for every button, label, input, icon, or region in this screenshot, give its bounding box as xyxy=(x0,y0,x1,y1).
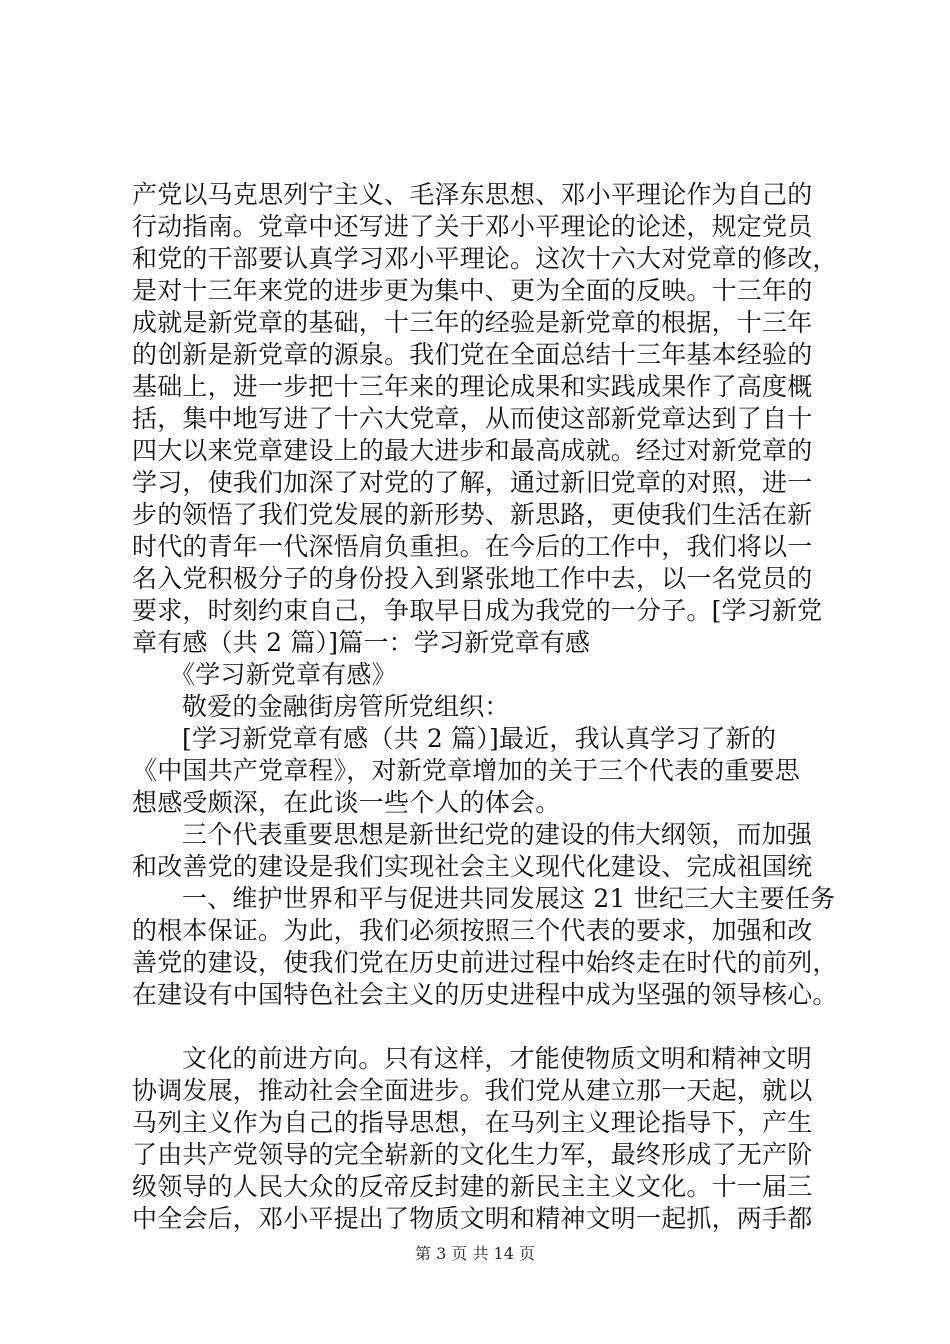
text-line: 了由共产党领导的完全崭新的文化生力军，最终形成了无产阶 xyxy=(132,1140,813,1169)
text-line: 学习，使我们加深了对党的了解，通过新旧党章的对照，进一 xyxy=(132,468,813,497)
text-line: 善党的建设，使我们党在历史前进过程中始终走在时代的前列， xyxy=(132,948,838,977)
text-line: 章有感（共 2 篇）]篇一：学习新党章有感 xyxy=(132,628,591,657)
article-title: 《学习新党章有感》 xyxy=(170,660,397,689)
text-line: 要求，时刻约束自己，争取早日成为我党的一分子。[学习新党 xyxy=(132,596,823,625)
text-line: 名入党积极分子的身份投入到紧张地工作中去，以一名党员的 xyxy=(132,564,813,593)
text-line: 三个代表重要思想是新世纪党的建设的伟大纲领，而加强 xyxy=(182,820,813,849)
salutation: 敬爱的金融街房管所党组织： xyxy=(182,692,510,721)
page-footer: 第 3 页 共 14 页 xyxy=(415,1244,535,1263)
text-line: 协调发展，推动社会全面进步。我们党从建立那一天起，就以 xyxy=(132,1076,813,1105)
text-line: 中全会后，邓小平提出了物质文明和精神文明一起抓，两手都 xyxy=(132,1204,813,1233)
text-line: 《中国共产党章程》，对新党章增加的关于三个代表的重要思 xyxy=(132,756,800,785)
text-line: 时代的青年一代深悟肩负重担。在今后的工作中，我们将以一 xyxy=(132,532,813,561)
text-line: 是对十三年来党的进步更为集中、更为全面的反映。十三年的 xyxy=(132,276,813,305)
text-line: 的根本保证。为此，我们必须按照三个代表的要求，加强和改 xyxy=(132,916,813,945)
text-line: 在建设有中国特色社会主义的历史进程中成为坚强的领导核心。 xyxy=(132,980,838,1009)
text-line: 成就是新党章的基础，十三年的经验是新党章的根据，十三年 xyxy=(132,308,813,337)
text-line: 和改善党的建设是我们实现社会主义现代化建设、完成祖国统 xyxy=(132,852,813,881)
text-line: 括，集中地写进了十六大党章，从而使这部新党章达到了自十 xyxy=(132,404,813,433)
text-line: 一、维护世界和平与促进共同发展这 21 世纪三大主要任务 xyxy=(182,884,836,913)
text-line: 级领导的人民大众的反帝反封建的新民主主义文化。十一届三 xyxy=(132,1172,813,1201)
text-line: 想感受颇深，在此谈一些个人的体会。 xyxy=(132,788,561,817)
text-line: 和党的干部要认真学习邓小平理论。这次十六大对党章的修改， xyxy=(132,244,838,273)
text-line: 产党以马克思列宁主义、毛泽东思想、邓小平理论作为自己的 xyxy=(132,180,813,209)
text-line: 步的领悟了我们党发展的新形势、新思路，更使我们生活在新 xyxy=(132,500,813,529)
text-line: 的创新是新党章的源泉。我们党在全面总结十三年基本经验的 xyxy=(132,340,813,369)
text-line: 文化的前进方向。只有这样，才能使物质文明和精神文明 xyxy=(182,1044,813,1073)
text-line: 行动指南。党章中还写进了关于邓小平理论的论述，规定党员 xyxy=(132,212,813,241)
text-line: [学习新党章有感（共 2 篇）]最近，我认真学习了新的 xyxy=(182,724,777,753)
text-line: 马列主义作为自己的指导思想，在马列主义理论指导下，产生 xyxy=(132,1108,813,1137)
text-line: 基础上，进一步把十三年来的理论成果和实践成果作了高度概 xyxy=(132,372,813,401)
text-line: 四大以来党章建设上的最大进步和最高成就。经过对新党章的 xyxy=(132,436,813,465)
